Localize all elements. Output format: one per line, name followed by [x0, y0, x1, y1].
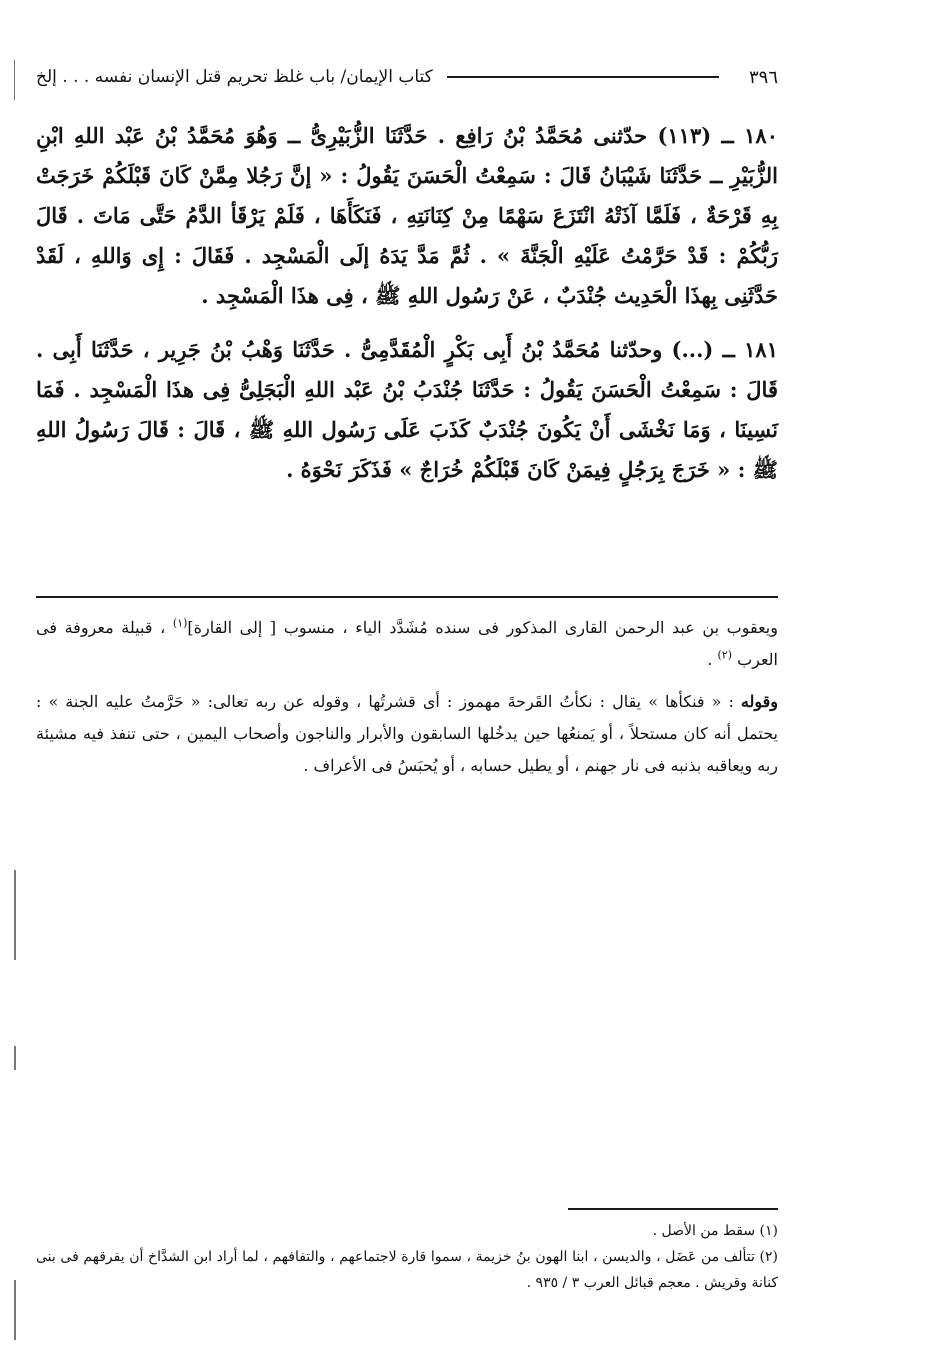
commentary-lead-word: وقوله — [740, 692, 778, 711]
commentary-paragraph — [36, 686, 778, 782]
main-text — [36, 116, 778, 490]
commentary-text: ويعقوب بن عبد الرحمن القارى المذكور فى سنده مُشَدَّد الياء ، منسوب [ إلى القارة] — [187, 618, 778, 637]
running-header — [36, 62, 778, 92]
page-number: ٣٩٦ — [748, 66, 778, 88]
commentary-text: : « فنكأها » يقال : نكأتُ القَرحةَ مهموز : أى قشرتُها ، وقوله عن ربه تعالى: « حَرَّمتُ عليه الجنة » : يحتمل أنه كان مستحلاً ، أو يَمنعُها حين يدخُلها السابقون والأبرار والناجون وأصحاب اليمين ، حتى تنفذ فيه مشيئة ربه ويعاقبه بذنبه فى نار جهنم ، أو يطيل حسابه ، أو يُحبَسُ فى الأعراف . — [36, 692, 778, 775]
footnotes-section — [36, 1218, 778, 1296]
footnote-ref: (١) — [172, 616, 188, 630]
commentary-paragraph — [36, 612, 778, 676]
commentary-text: ، قبيلة معروفة فى العرب — [36, 618, 778, 669]
footnote: (٢) تتألف من عَضَل ، والديسن ، ابنا الهون بنُ خزيمة ، سموا قارة لاجتماعهم ، والتفافهم ، لما أراد ابن الشدَّاخ أن يفرقهم فى بنى كنانة وقريش . معجم قبائل العرب ٣ / ٩٣٥ . — [36, 1249, 779, 1291]
footnote: (١) سقط من الأصل . — [652, 1223, 778, 1239]
header-rule — [447, 76, 719, 78]
scan-artifact-line — [14, 870, 16, 960]
footnote-ref: (٢) — [717, 648, 732, 662]
scan-artifact-line — [14, 1046, 16, 1070]
hadith-paragraph: ١٨١ ــ (...) وحدّثنا مُحَمَّدُ بْنُ أَبِى بَكْرٍ الْمُقَدَّمِىُّ . حَدَّثَنَا وَهْبُ بْنُ جَرِير ، حَدَّثَنَا أَبِى . قَالَ : سَمِعْتُ الْحَسَنَ يَقُولُ : حَدَّثَنَا جُنْدَبُ بْنُ عَبْد اللهِ الْبَجَلِىُّ فِى هذَا الْمَسْجِد . فَمَا نَسِينَا ، وَمَا نَخْشَى أَنْ يَكُونَ جُنْدَبٌ كَذَبَ عَلَى رَسُول اللهِ ﷺ ، قَالَ : قَالَ رَسُولُ اللهِ ﷺ : « خَرَجَ بِرَجُلٍ فِيمَنْ كَانَ قَبْلَكُمْ خُرَاجٌ » فَذَكَرَ نَحْوَهُ . — [36, 337, 778, 482]
running-title: كتاب الإيمان/ باب غلظ تحريم قتل الإنسان نفسه . . . إلخ — [36, 67, 433, 87]
footnote-rule — [568, 1208, 778, 1210]
scan-artifact-line — [14, 60, 15, 100]
hadith-paragraph: ١٨٠ ــ (١١٣) حدّثنى مُحَمَّدُ بْنُ رَافِع . حَدَّثَنَا الزُّبَيْرِىُّ ــ وَهُوَ مُحَمَّدُ بْنُ عَبْد اللهِ ابْنِ الزُّبَيْرِ ــ حَدَّثَنَا شَيْبَانُ قَالَ : سَمِعْتُ الْحَسَنَ يَقُولُ : « إنَّ رَجُلا مِمَّنْ كَانَ قَبْلَكُمْ خَرَجَتْ بِهِ قَرْحَةٌ ، فَلَمَّا آذَتْهُ انْتَزَعَ سَهْمًا مِنْ كِنَانَتِهِ ، فَنَكَأَهَا ، فَلَمْ يَرْقَأ الدَّمُ حَتَّى مَاتَ . قَالَ رَبُّكُمْ : قَدْ حَرَّمْتُ عَلَيْهِ الْجَنَّةَ » . ثُمَّ مَدَّ يَدَهُ إلَى الْمَسْجِد . فَقَالَ : إِى وَاللهِ ، لَقَدْ حَدَّثَنِى بِهذَا الْحَدِيث جُنْدَبٌ ، عَنْ رَسُول اللهِ ﷺ ، فِى هذَا الْمَسْجِد . — [36, 123, 779, 308]
commentary-divider — [36, 596, 778, 598]
scan-artifact-line — [14, 1280, 16, 1340]
commentary-text: . — [707, 650, 718, 669]
commentary-section — [36, 612, 778, 792]
